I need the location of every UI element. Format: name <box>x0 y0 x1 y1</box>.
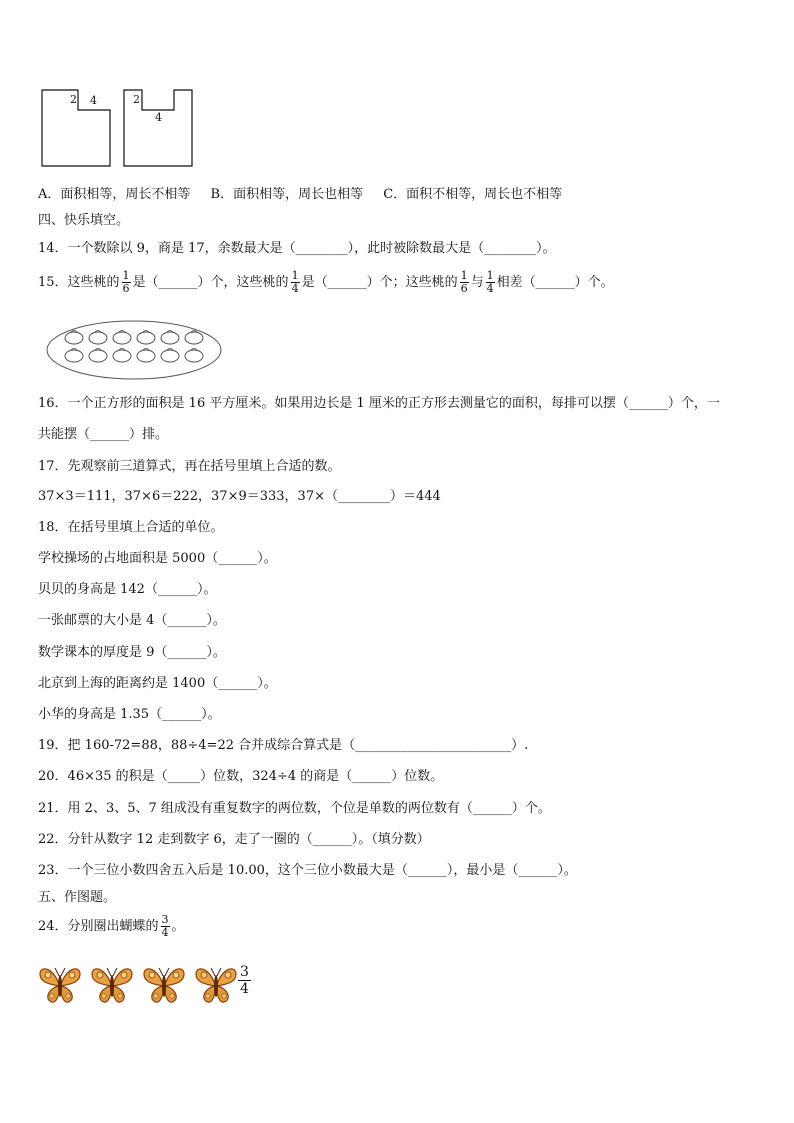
question-17-equations: 37×3＝111，37×6＝222，37×9＝333，37×（________）＝444 <box>38 489 441 504</box>
peach-icon <box>185 332 203 344</box>
butterfly-row <box>36 962 266 1006</box>
q18-item: 数学课本的厚度是 9（______）。 <box>38 645 226 660</box>
left-shape-label-2: 2 <box>70 93 77 106</box>
q18-item: 北京到上海的距离约是 1400（______）。 <box>38 676 277 691</box>
question-19: 19．把 160-72=88，88÷4=22 合并成综合算式是（________________________）. <box>38 738 529 753</box>
left-shape-label-4: 4 <box>90 94 97 107</box>
fraction-1-6-b: $\frac{1}{6}$ <box>460 269 468 295</box>
butterfly-icon[interactable] <box>92 968 132 1002</box>
q18-item: 学校操场的占地面积是 5000（______）。 <box>38 551 277 566</box>
butterfly-icon[interactable] <box>40 968 80 1002</box>
fraction-1-6: $\frac{1}{6}$ <box>122 269 130 295</box>
question-17-title: 17．先观察前三道算式，再在括号里填上合适的数。 <box>38 459 341 474</box>
peach-plate <box>44 318 224 382</box>
right-shape-label-4: 4 <box>155 111 162 124</box>
peach-group <box>65 331 203 363</box>
q24-end: 。 <box>171 919 185 934</box>
q13-option-b[interactable]: B．面积相等，周长也相等 <box>210 187 364 202</box>
peach-icon <box>161 332 179 344</box>
q15-text-5: 相差（______）个。 <box>496 275 614 290</box>
fraction-3-4: $\frac{3}{4}$ <box>161 913 169 939</box>
question-20: 20．46×35 的积是（_____）位数，324÷4 的商是（______）位数。 <box>38 769 444 784</box>
q18-item: 小华的身高是 1.35（______）。 <box>38 707 221 722</box>
question-16-line2: 共能摆（______）排。 <box>38 427 169 442</box>
fraction-1-4-b: $\frac{1}{4}$ <box>486 269 494 295</box>
q15-text-4: 与 <box>470 275 484 290</box>
peach-icon <box>137 350 155 362</box>
shape-figures <box>38 86 198 170</box>
q18-item: 贝贝的身高是 142（______）。 <box>38 582 217 597</box>
q13-options <box>38 186 578 204</box>
peach-icon <box>185 350 203 362</box>
peach-icon <box>113 332 131 344</box>
q15-text-1: 15．这些桃的 <box>38 275 120 290</box>
q15-text-3: 是（______）个；这些桃的 <box>301 275 458 290</box>
q18-item: 一张邮票的大小是 4（______）。 <box>38 613 226 628</box>
peach-icon <box>89 350 107 362</box>
right-shape-label-2: 2 <box>133 93 140 106</box>
question-23: 23．一个三位小数四舍五入后是 10.00，这个三位小数最大是（______），最小是（______）。 <box>38 863 577 878</box>
peach-icon <box>113 350 131 362</box>
peach-icon <box>65 350 83 362</box>
butterfly-icon[interactable] <box>196 968 236 1002</box>
butterfly-frac-num: 3 <box>240 964 249 980</box>
section5-title: 五、作图题。 <box>38 890 117 905</box>
q24-text: 24．分别圈出蝴蝶的 <box>38 919 159 934</box>
q13-option-a[interactable]: A．面积相等，周长不相等 <box>38 187 191 202</box>
question-18-title: 18．在括号里填上合适的单位。 <box>38 520 224 535</box>
q15-text-2: 是（______）个，这些桃的 <box>132 275 289 290</box>
peach-icon <box>161 350 179 362</box>
peach-icon <box>137 332 155 344</box>
butterfly-icon[interactable] <box>144 968 184 1002</box>
question-14: 14．一个数除以 9，商是 17，余数最大是（________），此时被除数最大是（________）。 <box>38 241 556 256</box>
peach-icon <box>65 332 83 344</box>
section4-title: 四、快乐填空。 <box>38 213 130 228</box>
question-16-line1: 16．一个正方形的面积是 16 平方厘米。如果用边长是 1 厘米的正方形去测量它的面积，每排可以摆（______）个，一 <box>38 396 720 411</box>
question-21: 21．用 2、3、5、7 组成没有重复数字的两位数，个位是单数的两位数有（______）个。 <box>38 801 551 816</box>
q13-option-c[interactable]: C．面积不相等，周长也不相等 <box>383 187 563 202</box>
question-24 <box>38 914 185 939</box>
question-22: 22．分针从数字 12 走到数字 6，走了一圈的（______）。（填分数） <box>38 832 430 847</box>
peach-icon <box>89 332 107 344</box>
butterfly-frac-den: 4 <box>240 981 249 997</box>
fraction-1-4: $\frac{1}{4}$ <box>291 269 299 295</box>
question-15 <box>38 270 614 295</box>
butterfly-fraction <box>238 964 251 997</box>
butterfly-group <box>40 968 236 1002</box>
